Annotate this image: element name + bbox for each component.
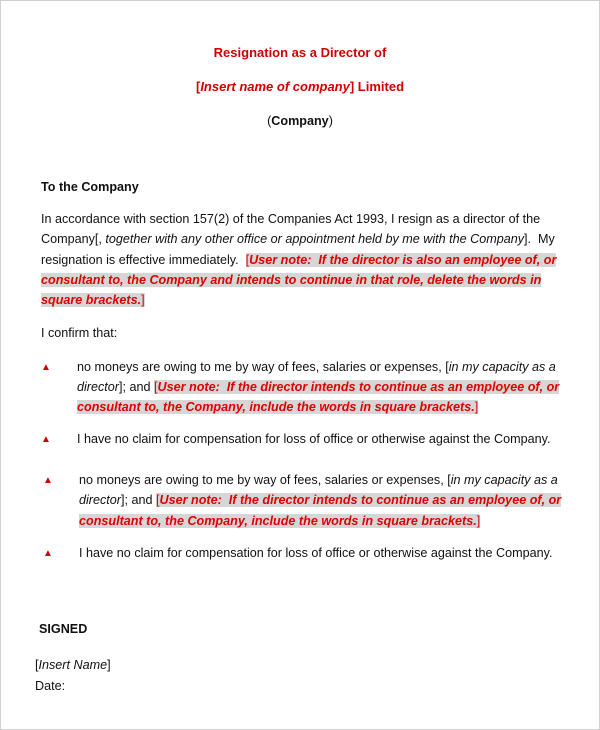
text-segment: resignation is effective immediately.: [41, 253, 246, 267]
text-segment: In accordance with section 157(2) of the Companies Act 1993, I resign as a director of the: [41, 212, 541, 226]
text-segment: no moneys are owing to me by way of fees, salaries or expenses, [: [79, 473, 451, 487]
text-line: [79, 513, 480, 529]
title-line-2: [1, 79, 599, 95]
title-line-1: Resignation as a Director of: [213, 45, 387, 60]
user-note-text: consultant to, the Company and intends to continue in that role, delete the words in: [41, 273, 542, 287]
triangle-bullet-icon: ▲: [43, 475, 53, 486]
text-line: [41, 272, 541, 288]
bracket: [: [35, 658, 39, 672]
text-line: [77, 431, 550, 447]
text-line: [79, 492, 561, 508]
text-segment: no moneys are owing to me by way of fees, salaries or expenses, [: [77, 360, 449, 374]
triangle-bullet-icon: ▲: [41, 434, 51, 445]
text-segment: [: [156, 493, 160, 507]
text-line: [41, 252, 556, 268]
name-placeholder: Insert Name: [38, 658, 108, 672]
optional-text: in my capacity as a: [450, 473, 558, 487]
user-note-text: consultant to, the Company, include the words in square brackets.: [77, 400, 475, 414]
text-line: [41, 211, 540, 227]
text-segment: ]: [476, 514, 481, 528]
text-line: [79, 472, 558, 488]
title-line-3: [1, 113, 599, 129]
user-note-text: square brackets.: [41, 293, 142, 307]
user-note-text: User note: If the director intends to continue as an employee of, or: [157, 380, 560, 394]
company-label: Company: [271, 114, 329, 128]
title-suffix: ] Limited: [349, 79, 405, 94]
text-line: [77, 399, 478, 415]
text-segment: ]; and: [121, 493, 157, 507]
user-note-text: consultant to, the Company, include the words in square brackets.: [79, 514, 477, 528]
text-line: [77, 359, 556, 375]
company-name-placeholder: Insert name of company: [200, 79, 350, 94]
text-line: [41, 231, 555, 247]
salutation: To the Company: [41, 180, 139, 194]
optional-text: together with any other office or appointment held by me with the Company: [105, 232, 525, 246]
text-segment: [: [245, 253, 250, 267]
bracket: [: [195, 79, 201, 94]
text-segment: Company[,: [41, 232, 106, 246]
text-segment: I have no claim for compensation for loss of office or otherwise against the Company.: [79, 546, 553, 560]
triangle-bullet-icon: ▲: [41, 362, 51, 373]
text-segment: ]. My: [524, 232, 555, 246]
optional-text: in my capacity as a: [448, 360, 556, 374]
text-segment: ]; and: [119, 380, 155, 394]
signed-heading: SIGNED: [39, 622, 88, 636]
paren: ): [328, 114, 333, 128]
signature-name: [35, 657, 111, 673]
optional-text: director: [79, 493, 121, 507]
text-line: [77, 379, 559, 395]
paren: (: [267, 114, 272, 128]
optional-text: director: [77, 380, 119, 394]
user-note-text: User note: If the director is also an employee of, or: [249, 253, 557, 267]
date-label: Date:: [35, 679, 66, 693]
text-line: [79, 545, 552, 561]
text-line: [41, 292, 145, 308]
text-segment: I have no claim for compensation for loss of office or otherwise against the Company.: [77, 432, 551, 446]
text-segment: ]: [474, 400, 479, 414]
confirm-text: I confirm that:: [41, 326, 118, 340]
user-note-text: User note: If the director intends to continue as an employee of, or: [159, 493, 562, 507]
triangle-bullet-icon: ▲: [43, 548, 53, 559]
text-segment: ]: [141, 293, 145, 307]
text-segment: [: [154, 380, 158, 394]
bracket: ]: [107, 658, 111, 672]
